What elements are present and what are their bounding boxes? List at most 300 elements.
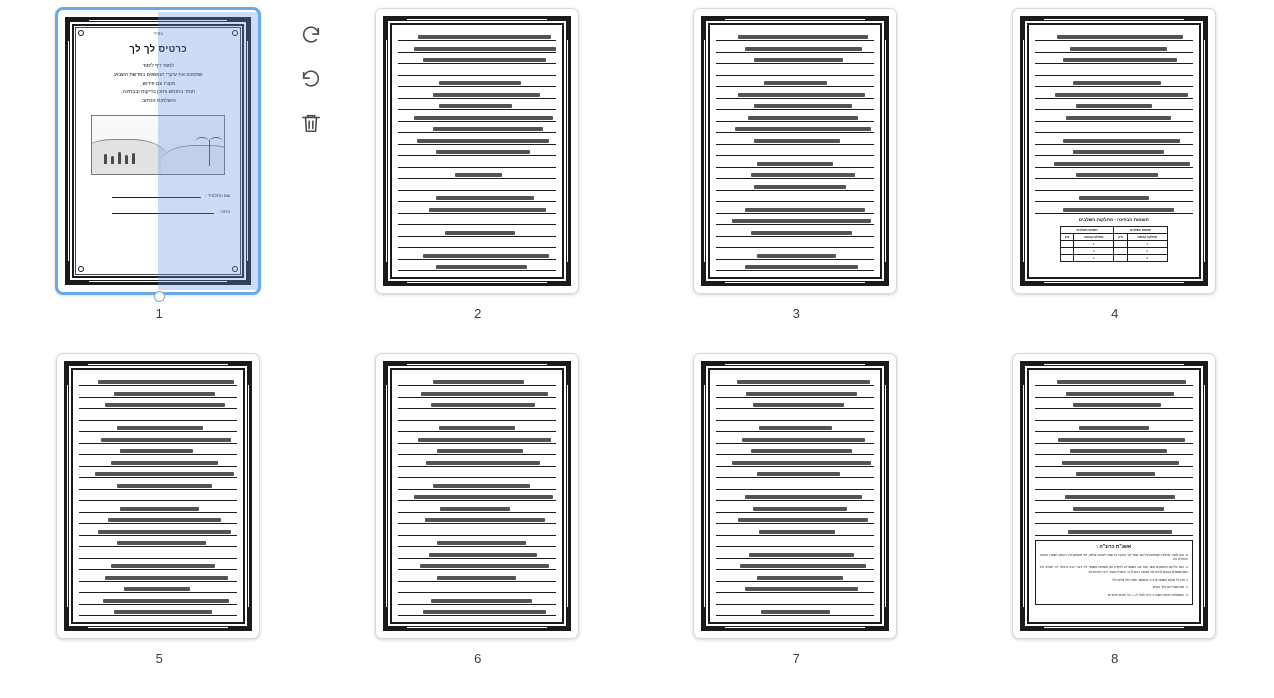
text-line xyxy=(716,572,874,582)
text-line-ink xyxy=(1068,530,1172,534)
text-line-ink xyxy=(120,449,193,453)
text-line-ink xyxy=(433,127,544,131)
page-thumbnail-wrap-6 xyxy=(375,353,581,641)
text-line-ink xyxy=(429,208,546,212)
page-number-label: 2 xyxy=(474,306,482,321)
table-cell xyxy=(1060,247,1073,254)
cover-subtitle-line-5: והשלמות הכתוב. xyxy=(140,98,176,104)
text-line-ink xyxy=(1066,116,1170,120)
page-cell-1 xyxy=(0,0,318,345)
text-line xyxy=(716,560,874,570)
text-line xyxy=(716,238,874,248)
text-line xyxy=(398,491,556,501)
text-line-ink xyxy=(436,265,528,269)
table-cell xyxy=(1114,247,1127,254)
text-line-ink xyxy=(414,495,553,499)
text-line-ink xyxy=(433,484,531,488)
text-line xyxy=(716,100,874,110)
text-line xyxy=(398,411,556,421)
note-box-title: אשנ"ת כרונ"ה : xyxy=(1096,543,1132,550)
text-line-ink xyxy=(414,47,556,51)
text-line-ink xyxy=(423,610,546,614)
note-item: ה. המשלחת חנוכת מצוה כי היה לעול לו — על עמים היהודים xyxy=(1107,593,1188,598)
text-line xyxy=(716,169,874,179)
text-line-ink xyxy=(1057,380,1187,384)
text-line-ink xyxy=(754,139,839,143)
text-line-ink xyxy=(117,426,202,430)
text-line xyxy=(716,549,874,559)
text-line xyxy=(1035,158,1193,168)
page-cell-3 xyxy=(637,0,955,345)
text-line-ink xyxy=(414,116,553,120)
page-text-body xyxy=(398,376,556,616)
text-line-ink xyxy=(417,139,550,143)
text-line xyxy=(716,54,874,64)
cover-form-fields xyxy=(112,191,230,223)
text-line xyxy=(1035,422,1193,432)
text-line-ink xyxy=(114,610,212,614)
page-number-label: 5 xyxy=(155,651,163,666)
text-line xyxy=(398,445,556,455)
text-line-ink xyxy=(436,150,531,154)
text-line xyxy=(398,606,556,616)
text-line xyxy=(716,445,874,455)
text-line xyxy=(716,158,874,168)
text-line xyxy=(398,100,556,110)
text-line-ink xyxy=(732,461,871,465)
text-line xyxy=(398,572,556,582)
text-line-ink xyxy=(103,599,229,603)
text-line xyxy=(79,560,237,570)
cover-field-class-label: כיתה : xyxy=(218,208,231,214)
text-line xyxy=(398,480,556,490)
text-line xyxy=(1035,388,1193,398)
text-line-ink xyxy=(431,599,532,603)
text-line xyxy=(716,112,874,122)
text-line-ink xyxy=(440,507,510,511)
page-thumbnail-wrap-1 xyxy=(56,8,262,296)
cover-field-student xyxy=(112,191,230,198)
text-line-ink xyxy=(745,495,862,499)
page-text-body xyxy=(1035,31,1193,271)
text-line xyxy=(398,215,556,225)
cover-subtitle xyxy=(114,62,203,106)
text-line-ink xyxy=(1070,47,1168,51)
table-cell xyxy=(1114,240,1127,247)
text-line-ink xyxy=(748,116,859,120)
text-line xyxy=(398,250,556,260)
page-cell-4 xyxy=(956,0,1274,345)
page-number-label: 6 xyxy=(474,651,482,666)
text-line-ink xyxy=(1076,104,1152,108)
text-line xyxy=(79,583,237,593)
text-line-ink xyxy=(117,484,212,488)
text-line xyxy=(716,503,874,513)
text-line xyxy=(1035,480,1193,490)
text-line xyxy=(398,123,556,133)
note-item: ב. ואם עליהם העוסקים אשר ואת עם השומרים לדקדק ומן אשמים משמר ליד דברי הנח היעלה ימי העולה וכל נפש אשמים בנועם להיות אל אמונה בהם לו הי העמידו ומבני ידבר מהיתדות. xyxy=(1039,565,1188,574)
text-line xyxy=(1035,376,1193,386)
text-line xyxy=(1035,54,1193,64)
text-line xyxy=(398,399,556,409)
text-line xyxy=(716,66,874,76)
text-line xyxy=(716,215,874,225)
text-line xyxy=(398,112,556,122)
text-line xyxy=(716,468,874,478)
page-text-body xyxy=(716,376,874,616)
text-line-ink xyxy=(751,173,855,177)
note-box xyxy=(1035,540,1193,606)
cover-field-class-rule xyxy=(112,207,214,214)
text-line-ink xyxy=(1063,139,1180,143)
text-line-ink xyxy=(751,231,852,235)
table-cell: 1 xyxy=(1127,240,1167,247)
text-line xyxy=(398,158,556,168)
table-column-header-row xyxy=(1060,233,1167,240)
text-line xyxy=(79,526,237,536)
text-line xyxy=(79,457,237,467)
text-line xyxy=(79,411,237,421)
text-line xyxy=(398,388,556,398)
page-thumbnail-wrap-8 xyxy=(1012,353,1218,641)
text-line xyxy=(79,572,237,582)
text-line-ink xyxy=(436,196,534,200)
text-line xyxy=(1035,491,1193,501)
text-line xyxy=(1035,146,1193,156)
text-line xyxy=(398,43,556,53)
table-col-header-3: מחלקה קבוצה xyxy=(1074,233,1114,240)
cover-subtitle-line-1: לספר דף לימוד xyxy=(142,63,174,69)
text-line xyxy=(398,549,556,559)
text-line xyxy=(79,376,237,386)
text-line xyxy=(79,595,237,605)
text-line-ink xyxy=(1070,449,1168,453)
text-line xyxy=(398,595,556,605)
table-cell: 1 xyxy=(1074,240,1114,247)
text-line xyxy=(716,526,874,536)
text-line xyxy=(398,434,556,444)
text-line xyxy=(79,468,237,478)
text-line-ink xyxy=(425,518,545,522)
text-line-ink xyxy=(429,553,536,557)
text-line xyxy=(79,480,237,490)
text-line-ink xyxy=(1079,196,1149,200)
text-line xyxy=(716,123,874,133)
text-line-ink xyxy=(732,219,871,223)
table-col-header-2: ציון xyxy=(1114,233,1127,240)
text-line-ink xyxy=(1063,208,1174,212)
page-cell-7 xyxy=(637,345,955,690)
text-line xyxy=(79,434,237,444)
text-line-ink xyxy=(761,610,831,614)
cover-field-class xyxy=(112,207,230,214)
text-line-ink xyxy=(754,58,842,62)
text-line-ink xyxy=(1073,81,1161,85)
note-item: ד. ואם שמריהם ולקי האיש. xyxy=(1152,585,1188,590)
page-text-body xyxy=(716,31,874,271)
text-line xyxy=(716,192,874,202)
text-line xyxy=(716,250,874,260)
text-line xyxy=(1035,411,1193,421)
text-line-ink xyxy=(754,104,852,108)
text-line-ink xyxy=(1076,472,1155,476)
text-line-ink xyxy=(111,564,215,568)
text-line-ink xyxy=(420,564,550,568)
text-line-ink xyxy=(95,472,234,476)
text-line-ink xyxy=(437,541,525,545)
page-thumbnail-7[interactable] xyxy=(693,353,897,639)
text-line-ink xyxy=(745,47,862,51)
text-line-ink xyxy=(1079,426,1149,430)
text-line xyxy=(398,526,556,536)
text-line-ink xyxy=(745,265,859,269)
text-line xyxy=(398,422,556,432)
text-line-ink xyxy=(738,93,864,97)
cover-content xyxy=(80,30,236,272)
text-line xyxy=(1035,112,1193,122)
text-line-ink xyxy=(111,461,218,465)
text-line-ink xyxy=(1057,35,1183,39)
page-thumbnail-wrap-4 xyxy=(1012,8,1218,296)
text-line-ink xyxy=(753,403,845,407)
text-line xyxy=(716,537,874,547)
page-thumbnail-wrap-3 xyxy=(693,8,899,296)
page-thumbnail-4[interactable] xyxy=(1012,8,1216,294)
text-line xyxy=(398,503,556,513)
text-line xyxy=(79,399,237,409)
page-thumbnail-1[interactable] xyxy=(56,8,260,294)
text-line xyxy=(716,399,874,409)
text-line xyxy=(398,135,556,145)
text-line-ink xyxy=(455,173,502,177)
illustration-palm-tree xyxy=(209,140,210,166)
text-line xyxy=(716,89,874,99)
text-line xyxy=(398,77,556,87)
text-line xyxy=(79,445,237,455)
text-line xyxy=(398,468,556,478)
text-line-ink xyxy=(1058,438,1184,442)
text-line-ink xyxy=(98,530,231,534)
text-line xyxy=(1035,526,1193,536)
text-line-ink xyxy=(757,254,836,258)
text-line xyxy=(1035,204,1193,214)
text-line xyxy=(1035,468,1193,478)
text-line-ink xyxy=(1062,461,1179,465)
text-line xyxy=(398,457,556,467)
cover-illustration xyxy=(91,115,225,175)
text-line xyxy=(716,457,874,467)
text-line-ink xyxy=(1066,392,1173,396)
page-thumbnail-wrap-2 xyxy=(375,8,581,296)
table-row xyxy=(1060,240,1167,247)
text-line-ink xyxy=(757,472,839,476)
text-line-ink xyxy=(437,449,522,453)
text-line xyxy=(398,181,556,191)
text-line-ink xyxy=(749,553,853,557)
text-line xyxy=(716,480,874,490)
text-line xyxy=(716,595,874,605)
text-line xyxy=(716,135,874,145)
table-group-header-row xyxy=(1060,226,1167,233)
text-line xyxy=(1035,135,1193,145)
text-line xyxy=(398,146,556,156)
text-line-ink xyxy=(754,185,846,189)
table-col-header-1: מחלקה קבוצה xyxy=(1127,233,1167,240)
text-line-ink xyxy=(1055,93,1188,97)
text-line-ink xyxy=(751,449,852,453)
cover-subtitle-line-4: חומר בחומש ותוכן בדיקות ובבחינה, xyxy=(121,89,196,96)
page-text-body xyxy=(1035,376,1193,616)
page-number-label: 7 xyxy=(792,651,800,666)
text-line xyxy=(398,54,556,64)
cover-kicker: בס"ד xyxy=(153,31,163,36)
table-cell: 3 xyxy=(1074,254,1114,261)
text-line-ink xyxy=(439,426,515,430)
table-cell: 3 xyxy=(1127,254,1167,261)
text-line-ink xyxy=(753,507,848,511)
text-line-ink xyxy=(745,208,865,212)
text-line-ink xyxy=(737,380,870,384)
table-group-header-2: תוצאת השלבים xyxy=(1060,226,1114,233)
text-line-ink xyxy=(437,576,516,580)
text-line xyxy=(398,66,556,76)
text-line-ink xyxy=(433,380,525,384)
text-line-ink xyxy=(105,403,225,407)
text-line xyxy=(1035,181,1193,191)
text-line xyxy=(398,204,556,214)
results-table-title: תוצאות הבחינה - מחלקות השלבים xyxy=(1078,216,1149,222)
page-thumbnail-wrap-7 xyxy=(693,353,899,641)
text-line xyxy=(716,491,874,501)
text-line-ink xyxy=(759,426,832,430)
text-line-ink xyxy=(746,392,857,396)
page-thumbnail-5[interactable] xyxy=(56,353,260,639)
text-line xyxy=(79,514,237,524)
text-line xyxy=(716,388,874,398)
text-line xyxy=(398,514,556,524)
page-number-label: 1 xyxy=(155,306,163,321)
text-line-ink xyxy=(1065,495,1176,499)
text-line-ink xyxy=(431,403,535,407)
page-thumbnail-3[interactable] xyxy=(693,8,897,294)
text-line xyxy=(716,43,874,53)
text-line-ink xyxy=(742,438,865,442)
text-line-ink xyxy=(738,518,868,522)
text-line-ink xyxy=(105,576,228,580)
text-line xyxy=(398,537,556,547)
page-cell-6 xyxy=(319,345,637,690)
text-line xyxy=(398,583,556,593)
text-line xyxy=(716,261,874,271)
page-number-label: 4 xyxy=(1111,306,1119,321)
page-thumbnail-wrap-5 xyxy=(56,353,262,641)
text-line xyxy=(1035,169,1193,179)
text-line-ink xyxy=(433,93,540,97)
selection-resize-handle[interactable] xyxy=(154,291,165,302)
text-line xyxy=(398,192,556,202)
text-line-ink xyxy=(1073,507,1165,511)
text-line-ink xyxy=(1063,58,1177,62)
text-line xyxy=(1035,31,1193,41)
text-line xyxy=(79,422,237,432)
text-line xyxy=(716,181,874,191)
page-thumbnail-8[interactable] xyxy=(1012,353,1216,639)
table-cell: 2 xyxy=(1074,247,1114,254)
text-line xyxy=(1035,445,1193,455)
text-line xyxy=(1035,100,1193,110)
text-line xyxy=(1035,77,1193,87)
page-thumbnail-6[interactable] xyxy=(375,353,579,639)
text-line xyxy=(716,514,874,524)
text-line xyxy=(716,146,874,156)
text-line-ink xyxy=(120,507,199,511)
text-line xyxy=(398,31,556,41)
text-line xyxy=(716,411,874,421)
text-line xyxy=(716,376,874,386)
text-line xyxy=(1035,66,1193,76)
page-number-label: 3 xyxy=(792,306,800,321)
page-text-body xyxy=(79,376,237,616)
text-line-ink xyxy=(439,81,521,85)
page-thumbnail-2[interactable] xyxy=(375,8,579,294)
cover-title: כרטיס לך לך xyxy=(129,44,188,55)
note-item: א. ובא לחבר מעלות השלמים עליהם, ספר יקר הנכבד זה שמר לאוהב עולמו, כפי משמעו זכר הכתוב ושמרו ובזכות הגדולה הזו. xyxy=(1039,552,1188,562)
text-line-ink xyxy=(764,81,827,85)
text-line-ink xyxy=(759,530,835,534)
text-line-ink xyxy=(757,576,842,580)
table-cell xyxy=(1060,254,1073,261)
text-line xyxy=(398,169,556,179)
text-line-ink xyxy=(117,541,205,545)
text-line xyxy=(79,388,237,398)
text-line xyxy=(398,376,556,386)
illustration-caravan-figures xyxy=(104,152,135,164)
table-cell xyxy=(1114,254,1127,261)
note-item: ג. ואין כל מקום השומרים דרך בממשך חסדיו אל מלא כלל. xyxy=(1111,577,1188,582)
cover-subtitle-line-3: מקורו עם פירוש, xyxy=(141,80,176,87)
table-row xyxy=(1060,247,1167,254)
text-line xyxy=(716,227,874,237)
text-line xyxy=(716,77,874,87)
text-line xyxy=(716,422,874,432)
text-line xyxy=(1035,434,1193,444)
text-line xyxy=(1035,123,1193,133)
text-line-ink xyxy=(101,438,231,442)
text-line-ink xyxy=(98,380,234,384)
text-line-ink xyxy=(423,58,546,62)
text-line-ink xyxy=(124,587,190,591)
text-line-ink xyxy=(1073,150,1165,154)
text-line xyxy=(1035,514,1193,524)
results-table xyxy=(1060,226,1168,262)
text-line xyxy=(716,583,874,593)
text-line xyxy=(398,261,556,271)
text-line-ink xyxy=(426,461,540,465)
text-line xyxy=(1035,43,1193,53)
text-line xyxy=(79,503,237,513)
text-line xyxy=(79,491,237,501)
text-line xyxy=(1035,399,1193,409)
text-line-ink xyxy=(418,438,551,442)
text-line xyxy=(79,549,237,559)
illustration-hill-right xyxy=(161,145,225,174)
text-line-ink xyxy=(445,231,515,235)
text-line xyxy=(716,434,874,444)
cover-field-student-label: שם התלמיד : xyxy=(205,192,231,198)
text-line xyxy=(398,227,556,237)
page-cell-2 xyxy=(319,0,637,345)
text-line xyxy=(398,238,556,248)
